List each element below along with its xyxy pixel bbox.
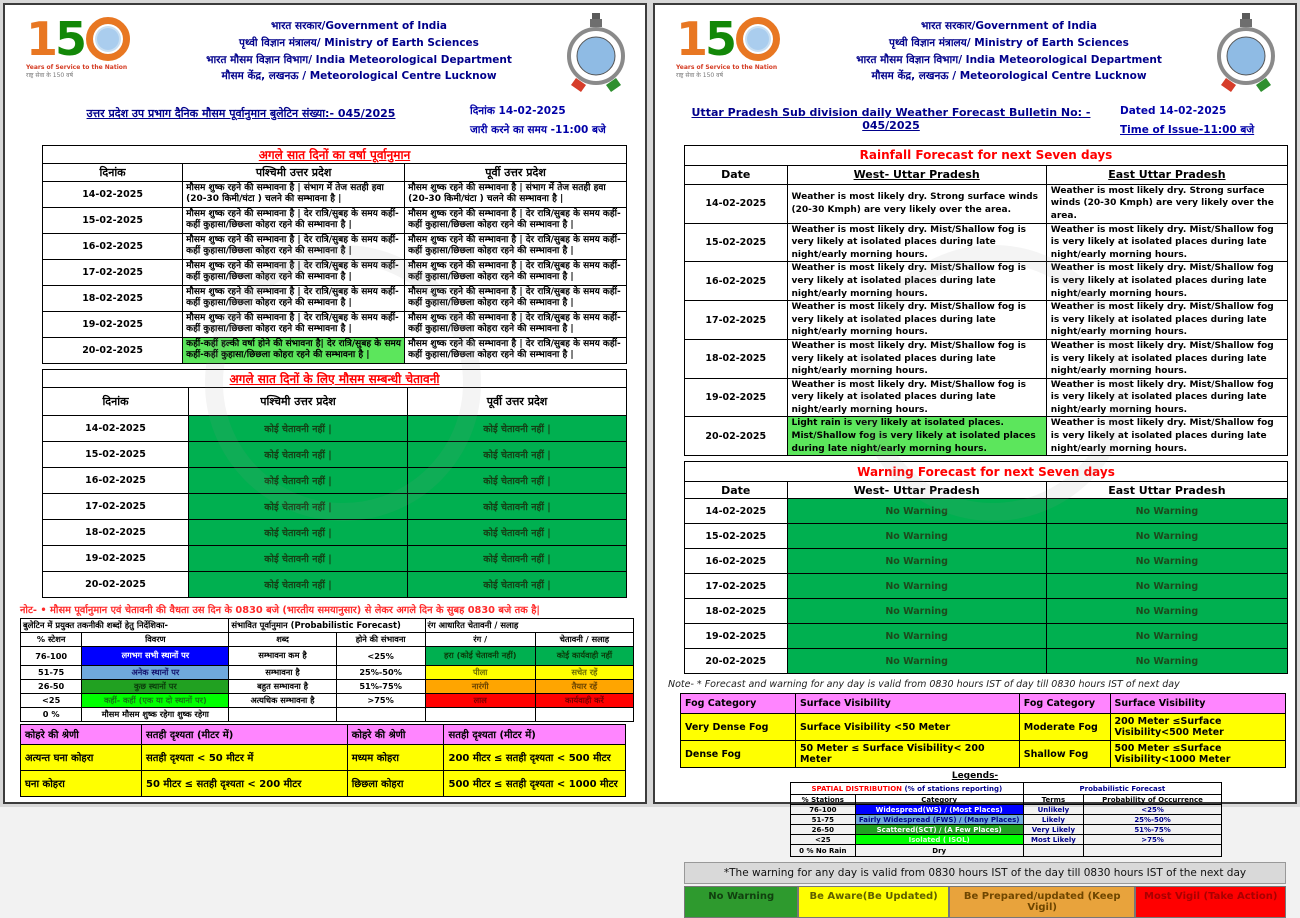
bulletin-title-band [662, 102, 1288, 140]
terms-cell: हरा (कोई चेतावनी नहीं) [425, 646, 535, 665]
east-forecast-cell: कोई चेतावनी नहीं | [408, 415, 627, 441]
day-row [43, 519, 627, 545]
west-forecast-cell: कोई चेतावनी नहीं | [189, 519, 408, 545]
legend-cell: 25%-50% [1084, 815, 1222, 825]
legend-cell [1023, 845, 1083, 857]
west-forecast-cell: मौसम शुष्क रहने की सम्भावना है | देर रात्रि/सुबह के समय कहीं-कहीं कुहासा/छिछला कोहरा रहने की सम्भावना है | [183, 311, 405, 337]
day-row [685, 524, 1288, 549]
fog-row [21, 744, 626, 770]
fog-cell: 200 मीटर ≤ सतही दृश्यता < 500 मीटर [444, 744, 626, 770]
west-forecast-cell: मौसम शुष्क रहने की सम्भावना है | संभाग में तेज सतही हवा (20-30 किमी/घंटा ) चलने की सम्भावना है | [183, 181, 405, 207]
spatial-title: SPATIAL DISTRIBUTION [811, 784, 903, 793]
legend-cell: 0 % No Rain [791, 845, 856, 857]
date-cell: 18-02-2025 [43, 519, 189, 545]
date-cell: 14-02-2025 [43, 415, 189, 441]
fog-cell: छिछला कोहरा [347, 770, 444, 796]
date-block [1120, 102, 1288, 140]
east-forecast-cell: No Warning [1046, 624, 1287, 649]
date-cell: 16-02-2025 [43, 467, 189, 493]
fog-column-header: कोहरे की श्रेणी [21, 724, 142, 744]
legend-cell: Fairly Widespread (FWS) / (Many Places) [855, 815, 1023, 825]
terms-cell [535, 707, 633, 721]
west-forecast-cell: Weather is most likely dry. Mist/Shallow fog is very likely at isolated places during late night/early morning hours. [787, 301, 1046, 340]
severity-segment: Most Vigil (Take Action) [1135, 886, 1286, 918]
day-row [43, 233, 627, 259]
date-cell: 16-02-2025 [685, 262, 788, 301]
east-forecast-cell: कोई चेतावनी नहीं | [408, 467, 627, 493]
fog-cell: 50 Meter ≤ Surface Visibility< 200 Meter [795, 741, 1019, 768]
fog-category-table-hindi [20, 724, 626, 797]
east-forecast-cell: No Warning [1046, 574, 1287, 599]
ministry-line: पृथ्वी विज्ञान मंत्रालय/ Ministry of Earth Sciences [239, 36, 479, 49]
terms-cell: <25 [21, 693, 82, 707]
fog-category-table-english [680, 693, 1286, 768]
fog-cell: Surface Visibility <50 Meter [795, 714, 1019, 741]
fog-cell: 500 Meter ≤Surface Visibility<1000 Meter [1110, 741, 1285, 768]
warning-forecast-table-english [684, 461, 1288, 674]
day-row [685, 378, 1288, 417]
date-cell: 18-02-2025 [685, 339, 788, 378]
terms-cell: बहुत सम्भावना है [229, 679, 336, 693]
column-header: विवरण [82, 632, 229, 646]
column-header: % स्टेशन [21, 632, 82, 646]
logo-caption-hi: राष्ट्र सेवा के 150 वर्ष [26, 72, 73, 79]
logo-globe-icon [86, 17, 130, 61]
fog-column-header: सतही दृश्यता (मीटर में) [142, 724, 348, 744]
day-row [685, 499, 1288, 524]
legend-cell: 76-100 [791, 805, 856, 815]
legend-cell: 51%-75% [1084, 825, 1222, 835]
terms-cell: सम्भावना है [229, 665, 336, 679]
terms-cell: 76-100 [21, 646, 82, 665]
terms-row [21, 646, 634, 665]
east-forecast-cell: Weather is most likely dry. Mist/Shallow fog is very likely at isolated places during late night/early morning hours. [1046, 301, 1287, 340]
fog-column-header: Surface Visibility [795, 694, 1019, 714]
east-forecast-cell: मौसम शुष्क रहने की सम्भावना है | देर रात्रि/सुबह के समय कहीं-कहीं कुहासा/छिछला कोहरा रहने की सम्भावना है | [405, 233, 627, 259]
date-cell: 15-02-2025 [685, 524, 788, 549]
logo-150-number [676, 12, 814, 66]
imd-150-logo [12, 10, 164, 79]
legend-cell: <25% [1084, 805, 1222, 815]
legend-cell [1084, 845, 1222, 857]
east-forecast-cell: No Warning [1046, 599, 1287, 624]
table-title: अगले सात दिनों का वर्षा पूर्वानुमान [43, 145, 627, 163]
bulletin-date: Dated 14-02-2025 [1120, 105, 1227, 117]
legend-row [791, 845, 1222, 857]
day-row [43, 311, 627, 337]
terms-cell: 51-75 [21, 665, 82, 679]
terms-cell: सचेत रहें [535, 665, 633, 679]
logo-digit-1: 1 [676, 12, 706, 66]
legends-table [790, 782, 1222, 857]
column-header: शब्द [229, 632, 336, 646]
legend-cell: Scattered(SCT) / (A Few Places) [855, 825, 1023, 835]
west-forecast-cell: Weather is most likely dry. Mist/Shallow fog is very likely at isolated places during late night/early morning hours. [787, 223, 1046, 262]
technical-terms-table [20, 618, 634, 722]
west-forecast-cell: Weather is most likely dry. Mist/Shallow fog is very likely at isolated places during late night/early morning hours. [787, 339, 1046, 378]
fog-cell: Moderate Fog [1019, 714, 1110, 741]
logo-digit-1: 1 [26, 12, 56, 66]
east-forecast-cell: No Warning [1046, 549, 1287, 574]
issue-time: Time of Issue-11:00 बजे [1120, 123, 1255, 136]
column-header: Terms [1023, 795, 1083, 805]
day-row [685, 599, 1288, 624]
west-forecast-cell: No Warning [787, 599, 1046, 624]
warning-validity-bar: *The warning for any day is valid from 0830 hours IST of the day till 0830 hours IST of the next day [684, 862, 1286, 884]
fog-cell: सतही दृश्यता < 50 मीटर में [142, 744, 348, 770]
fog-row [21, 770, 626, 796]
severity-segment: No Warning [684, 886, 798, 918]
column-header: पूर्वी उत्तर प्रदेश [408, 387, 627, 415]
date-cell: 15-02-2025 [43, 441, 189, 467]
page-hindi [3, 3, 647, 804]
legend-row [791, 835, 1222, 845]
column-header: चेतावनी / सलाह [535, 632, 633, 646]
warning-forecast-table-hindi [42, 369, 627, 598]
group-header: रंग आधारित चेतावनी / सलाह [425, 618, 633, 632]
fog-cell: Shallow Fog [1019, 741, 1110, 768]
govt-line: भारत सरकार/Government of India [270, 20, 448, 32]
west-forecast-cell: कहीं-कहीं हल्की वर्षा होने की संभावना है| देर रात्रि/सुबह के समय कहीं-कहीं कुहासा/छिछला कोहरा रहने की सम्भावना है | [183, 337, 405, 363]
ministry-lines [814, 10, 1204, 85]
east-forecast-cell: मौसम शुष्क रहने की सम्भावना है | देर रात्रि/सुबह के समय कहीं-कहीं कुहासा/छिछला कोहरा रहने की सम्भावना है | [405, 311, 627, 337]
date-cell: 17-02-2025 [43, 259, 183, 285]
table-title: Warning Forecast for next Seven days [685, 462, 1288, 482]
east-forecast-cell: Weather is most likely dry. Mist/Shallow fog is very likely at isolated places during late night/early morning hours. [1046, 378, 1287, 417]
bulletin-date: दिनांक 14-02-2025 [470, 105, 566, 117]
logo-caption-en: Years of Service to the Nation [676, 64, 778, 71]
terms-cell: सम्भावना कम है [229, 646, 336, 665]
date-cell: 14-02-2025 [43, 181, 183, 207]
day-row [685, 417, 1288, 456]
terms-cell: 26-50 [21, 679, 82, 693]
legend-row [791, 805, 1222, 815]
spatial-subtitle: (% of stations reporting) [902, 784, 1003, 793]
column-header: पूर्वी उत्तर प्रदेश [405, 163, 627, 181]
terms-cell: अनेक स्थानों पर [82, 665, 229, 679]
terms-cell: नारंगी [425, 679, 535, 693]
terms-cell: 51%-75% [336, 679, 425, 693]
legend-cell: Widespread(WS) / (Most Places) [855, 805, 1023, 815]
legend-cell: Most Likely [1023, 835, 1083, 845]
legend-cell: Unlikely [1023, 805, 1083, 815]
fog-cell: Very Dense Fog [681, 714, 796, 741]
west-forecast-cell: कोई चेतावनी नहीं | [189, 545, 408, 571]
terms-cell: तैयार रहें [535, 679, 633, 693]
east-forecast-cell: मौसम शुष्क रहने की सम्भावना है | देर रात्रि/सुबह के समय कहीं-कहीं कुहासा/छिछला कोहरा रहने की सम्भावना है | [405, 259, 627, 285]
east-forecast-cell: कोई चेतावनी नहीं | [408, 493, 627, 519]
day-row [685, 649, 1288, 674]
fog-cell: Dense Fog [681, 741, 796, 768]
terms-cell: <25% [336, 646, 425, 665]
day-row [43, 181, 627, 207]
terms-row [21, 707, 634, 721]
logo-globe-icon [736, 17, 780, 61]
fog-cell: अत्यन्त घना कोहरा [21, 744, 142, 770]
table-title: Rainfall Forecast for next Seven days [685, 145, 1288, 165]
imd-emblem-icon [554, 10, 638, 94]
column-header: दिनांक [43, 387, 189, 415]
centre-line: मौसम केंद्र, लखनऊ / Meteorological Centre Lucknow [221, 70, 497, 83]
fog-column-header: Surface Visibility [1110, 694, 1285, 714]
west-forecast-cell: No Warning [787, 624, 1046, 649]
day-row [43, 467, 627, 493]
day-row [685, 223, 1288, 262]
group-header: संभावित पूर्वानुमान (Probabilistic Forecast) [229, 618, 425, 632]
east-forecast-cell: कोई चेतावनी नहीं | [408, 545, 627, 571]
ministry-lines [164, 10, 554, 85]
imd-line: भारत मौसम विज्ञान विभाग/ India Meteorological Department [856, 53, 1162, 66]
east-forecast-cell: कोई चेतावनी नहीं | [408, 519, 627, 545]
terms-cell: लगभग सभी स्थानों पर [82, 646, 229, 665]
date-cell: 19-02-2025 [43, 545, 189, 571]
day-row [43, 441, 627, 467]
group-header: बुलेटिन में प्रयुक्त तकनीकी शब्दों हेतु निर्देशिका- [21, 618, 229, 632]
legend-cell: 51-75 [791, 815, 856, 825]
west-forecast-cell: Light rain is very likely at isolated places. Mist/Shallow fog is very likely at isolated places during late night/early morning hours. [787, 417, 1046, 456]
west-forecast-cell: No Warning [787, 649, 1046, 674]
terms-cell: मौसम मौसम शुष्क रहेगा शुष्क रहेगा [82, 707, 229, 721]
west-forecast-cell: कोई चेतावनी नहीं | [189, 467, 408, 493]
terms-row [21, 693, 634, 707]
fog-column-header: सतही दृश्यता (मीटर में) [444, 724, 626, 744]
validity-note-hindi: नोट- • मौसम पूर्वानुमान एवं चेतावनी की वैधता उस दिन के 0830 बजे (भारतीय समयानुसार) से लेकर अगले दिन के सुबह 0830 बजे तक है| [20, 604, 540, 616]
west-forecast-cell: Weather is most likely dry. Mist/Shallow fog is very likely at isolated places during late night/early morning hours. [787, 378, 1046, 417]
imd-150-logo [662, 10, 814, 79]
east-forecast-cell: मौसम शुष्क रहने की सम्भावना है | देर रात्रि/सुबह के समय कहीं-कहीं कुहासा/छिछला कोहरा रहने की सम्भावना है | [405, 285, 627, 311]
centre-line: मौसम केंद्र, लखनऊ / Meteorological Centre Lucknow [871, 70, 1147, 83]
page-english [653, 3, 1297, 914]
west-forecast-cell: कोई चेतावनी नहीं | [189, 571, 408, 597]
east-forecast-cell: Weather is most likely dry. Mist/Shallow fog is very likely at isolated places during late night/early morning hours. [1046, 262, 1287, 301]
date-cell: 20-02-2025 [685, 649, 788, 674]
fog-cell: 50 मीटर ≤ सतही दृश्यता < 200 मीटर [142, 770, 348, 796]
fog-cell: घना कोहरा [21, 770, 142, 796]
date-cell: 14-02-2025 [685, 499, 788, 524]
ministry-line: पृथ्वी विज्ञान मंत्रालय/ Ministry of Earth Sciences [889, 36, 1129, 49]
logo-caption-hi: राष्ट्र सेवा के 150 वर्ष [676, 72, 723, 79]
date-cell: 16-02-2025 [685, 549, 788, 574]
rainfall-forecast-table-hindi [42, 145, 627, 364]
day-row [685, 624, 1288, 649]
terms-cell: कुछ स्थानों पर [82, 679, 229, 693]
imd-line: भारत मौसम विज्ञान विभाग/ India Meteorological Department [206, 53, 512, 66]
east-forecast-cell: Weather is most likely dry. Strong surface winds (20-30 Kmph) are very likely over the area. [1046, 184, 1287, 223]
fog-row [681, 741, 1286, 768]
severity-segment: Be Aware(Be Updated) [798, 886, 949, 918]
east-forecast-cell: मौसम शुष्क रहने की सम्भावना है | संभाग में तेज सतही हवा (20-30 किमी/घंटा ) चलने की सम्भावना है | [405, 181, 627, 207]
column-header: West- Uttar Pradesh [787, 165, 1046, 184]
terms-cell [425, 707, 535, 721]
severity-segment: Be Prepared/updated (Keep Vigil) [949, 886, 1136, 918]
day-row [685, 184, 1288, 223]
day-row [43, 337, 627, 363]
day-row [43, 545, 627, 571]
date-cell: 19-02-2025 [43, 311, 183, 337]
east-forecast-cell: मौसम शुष्क रहने की सम्भावना है | देर रात्रि/सुबह के समय कहीं-कहीं कुहासा/छिछला कोहरा रहने की सम्भावना है | [405, 337, 627, 363]
terms-cell: कार्यवाही करें [535, 693, 633, 707]
bulletin-title-band [12, 102, 638, 140]
legend-row [791, 825, 1222, 835]
issue-time: जारी करने का समय -11:00 बजे [470, 123, 606, 136]
logo-digit-5: 5 [705, 12, 736, 66]
column-header: दिनांक [43, 163, 183, 181]
legend-cell: Dry [855, 845, 1023, 857]
date-cell: 18-02-2025 [685, 599, 788, 624]
west-forecast-cell: कोई चेतावनी नहीं | [189, 415, 408, 441]
west-forecast-cell: मौसम शुष्क रहने की सम्भावना है | देर रात्रि/सुबह के समय कहीं-कहीं कुहासा/छिछला कोहरा रहने की सम्भावना है | [183, 207, 405, 233]
terms-cell: कहीं- कहीं (एक या दो स्थानों पर) [82, 693, 229, 707]
column-header: पश्चिमी उत्तर प्रदेश [189, 387, 408, 415]
column-header: West- Uttar Pradesh [787, 482, 1046, 499]
column-header: Date [685, 165, 788, 184]
east-forecast-cell: No Warning [1046, 524, 1287, 549]
terms-row [21, 665, 634, 679]
legends-label: Legends- [951, 771, 999, 782]
bulletin-title: Uttar Pradesh Sub division daily Weather Forecast Bulletin No: - 045/2025 [691, 106, 1091, 132]
fog-column-header: Fog Category [1019, 694, 1110, 714]
logo-150-number [26, 12, 164, 66]
fog-column-header: Fog Category [681, 694, 796, 714]
east-forecast-cell: Weather is most likely dry. Mist/Shallow fog is very likely at isolated places during late night/early morning hours. [1046, 223, 1287, 262]
column-header: % Stations [791, 795, 856, 805]
column-header: Date [685, 482, 788, 499]
west-forecast-cell: No Warning [787, 524, 1046, 549]
east-forecast-cell: कोई चेतावनी नहीं | [408, 441, 627, 467]
west-forecast-cell: Weather is most likely dry. Mist/Shallow fog is very likely at isolated places during late night/early morning hours. [787, 262, 1046, 301]
date-cell: 16-02-2025 [43, 233, 183, 259]
west-forecast-cell: मौसम शुष्क रहने की सम्भावना है | देर रात्रि/सुबह के समय कहीं-कहीं कुहासा/छिछला कोहरा रहने की सम्भावना है | [183, 285, 405, 311]
column-header: Probability of Occurrence [1084, 795, 1222, 805]
bulletin-title: उत्तर प्रदेश उप प्रभाग दैनिक मौसम पूर्वानुमान बुलेटिन संख्या:- 045/2025 [86, 107, 396, 120]
terms-cell: >75% [336, 693, 425, 707]
terms-cell: लाल [425, 693, 535, 707]
day-row [43, 493, 627, 519]
fog-cell: 200 Meter ≤Surface Visibility<500 Meter [1110, 714, 1285, 741]
west-forecast-cell: कोई चेतावनी नहीं | [189, 493, 408, 519]
table-title: अगले सात दिनों के लिए मौसम सम्बन्धी चेतावनी [43, 369, 627, 387]
east-forecast-cell: No Warning [1046, 499, 1287, 524]
date-cell: 15-02-2025 [43, 207, 183, 233]
terms-cell: 25%-50% [336, 665, 425, 679]
terms-cell: अत्यधिक सम्भावना है [229, 693, 336, 707]
date-cell: 17-02-2025 [685, 574, 788, 599]
date-cell: 19-02-2025 [685, 378, 788, 417]
date-cell: 17-02-2025 [685, 301, 788, 340]
fog-column-header: कोहरे की श्रेणी [347, 724, 444, 744]
west-forecast-cell: मौसम शुष्क रहने की सम्भावना है | देर रात्रि/सुबह के समय कहीं-कहीं कुहासा/छिछला कोहरा रहने की सम्भावना है | [183, 233, 405, 259]
date-cell: 20-02-2025 [43, 337, 183, 363]
day-row [43, 285, 627, 311]
day-row [685, 574, 1288, 599]
date-cell: 20-02-2025 [685, 417, 788, 456]
fog-row [681, 714, 1286, 741]
date-cell: 18-02-2025 [43, 285, 183, 311]
west-forecast-cell: No Warning [787, 499, 1046, 524]
legend-cell: 26-50 [791, 825, 856, 835]
spatial-distribution-header [791, 783, 1024, 795]
terms-cell: 0 % [21, 707, 82, 721]
day-row [685, 339, 1288, 378]
legend-cell: Likely [1023, 815, 1083, 825]
west-forecast-cell: मौसम शुष्क रहने की सम्भावना है | देर रात्रि/सुबह के समय कहीं-कहीं कुहासा/छिछला कोहरा रहने की सम्भावना है | [183, 259, 405, 285]
fog-cell: 500 मीटर ≤ सतही दृश्यता < 1000 मीटर [444, 770, 626, 796]
day-row [43, 207, 627, 233]
date-block [470, 102, 638, 140]
day-row [685, 301, 1288, 340]
legend-cell: <25 [791, 835, 856, 845]
terms-cell [336, 707, 425, 721]
warning-severity-legend [684, 886, 1286, 918]
rainfall-forecast-table-english [684, 145, 1288, 456]
legend-cell: Very Likely [1023, 825, 1083, 835]
page-header [12, 10, 638, 98]
legend-cell: >75% [1084, 835, 1222, 845]
day-row [43, 571, 627, 597]
day-row [43, 259, 627, 285]
column-header: East Uttar Pradesh [1046, 482, 1287, 499]
column-header: रंग / [425, 632, 535, 646]
column-header: पश्चिमी उत्तर प्रदेश [183, 163, 405, 181]
logo-caption-en: Years of Service to the Nation [26, 64, 128, 71]
legend-cell: Isolated ( ISOL) [855, 835, 1023, 845]
fog-cell: मध्यम कोहरा [347, 744, 444, 770]
west-forecast-cell: No Warning [787, 574, 1046, 599]
terms-cell: पीला [425, 665, 535, 679]
validity-note-english: Note- * Forecast and warning for any day is valid from 0830 hours IST of day till 0830 hours IST of next day [668, 679, 1180, 691]
logo-digit-5: 5 [55, 12, 86, 66]
day-row [43, 415, 627, 441]
date-cell: 14-02-2025 [685, 184, 788, 223]
east-forecast-cell: कोई चेतावनी नहीं | [408, 571, 627, 597]
column-header: Category [855, 795, 1023, 805]
govt-line: भारत सरकार/Government of India [920, 20, 1098, 32]
west-forecast-cell: Weather is most likely dry. Strong surface winds (20-30 Kmph) are very likely over the area. [787, 184, 1046, 223]
date-cell: 15-02-2025 [685, 223, 788, 262]
east-forecast-cell: Weather is most likely dry. Mist/Shallow fog is very likely at isolated places during late night/early morning hours. [1046, 339, 1287, 378]
day-row [685, 262, 1288, 301]
column-header: होने की संभावना [336, 632, 425, 646]
day-row [685, 549, 1288, 574]
date-cell: 20-02-2025 [43, 571, 189, 597]
page-header [662, 10, 1288, 98]
imd-emblem-icon [1204, 10, 1288, 94]
date-cell: 19-02-2025 [685, 624, 788, 649]
west-forecast-cell: No Warning [787, 549, 1046, 574]
terms-cell [229, 707, 336, 721]
legend-row [791, 815, 1222, 825]
probabilistic-forecast-header: Probabilistic Forecast [1023, 783, 1221, 795]
east-forecast-cell: No Warning [1046, 649, 1287, 674]
terms-row [21, 679, 634, 693]
terms-cell: कोई कार्यवाही नहीं [535, 646, 633, 665]
west-forecast-cell: कोई चेतावनी नहीं | [189, 441, 408, 467]
east-forecast-cell: Weather is most likely dry. Mist/Shallow fog is very likely at isolated places during late night/early morning hours. [1046, 417, 1287, 456]
date-cell: 17-02-2025 [43, 493, 189, 519]
east-forecast-cell: मौसम शुष्क रहने की सम्भावना है | देर रात्रि/सुबह के समय कहीं-कहीं कुहासा/छिछला कोहरा रहने की सम्भावना है | [405, 207, 627, 233]
column-header: East Uttar Pradesh [1046, 165, 1287, 184]
